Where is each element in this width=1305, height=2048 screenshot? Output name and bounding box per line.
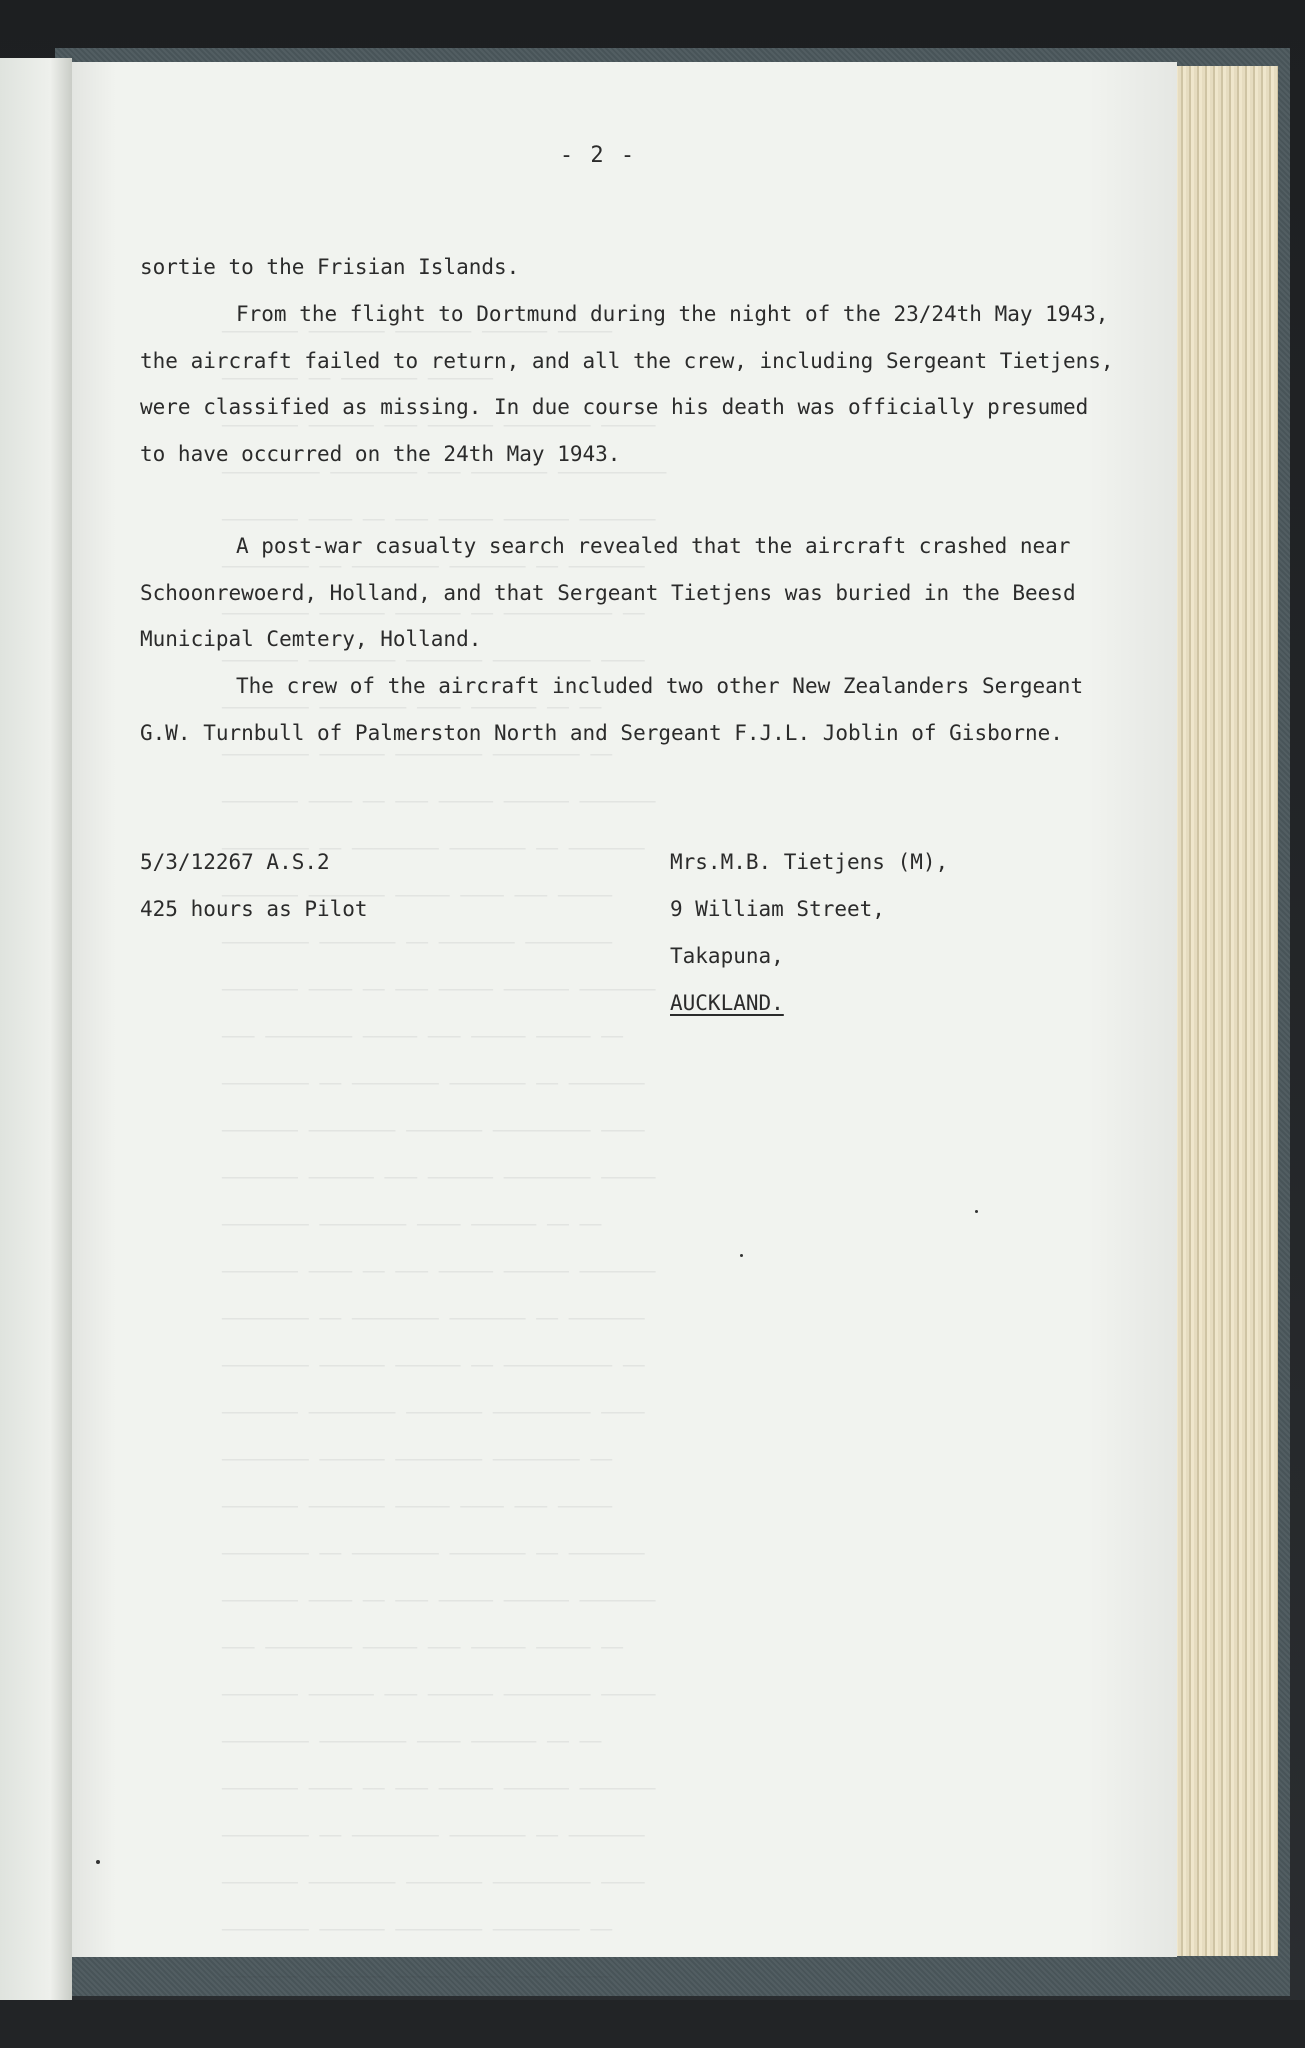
flying-hours: 425 hours as Pilot — [140, 897, 368, 921]
paragraph-3: A post-war casualty search revealed that the aircraft crashed near Schoonrewoerd, Holland, and that Sergeant Tietjens was buried in the Beesd Municipal Cemtery, Holland. — [140, 534, 1076, 651]
address-suburb: Takapuna, — [670, 944, 784, 968]
paragraph-4: The crew of the aircraft included two other New Zealanders Sergeant G.W. Turnbull of Palmerston North and Sergeant F.J.L. Joblin of Gisborne. — [140, 674, 1084, 745]
page-stack-edge — [1170, 66, 1278, 1956]
page-speck — [740, 1254, 743, 1257]
paragraph-2: From the flight to Dortmund during the night of the 23/24th May 1943, the aircraft failed to return, and all the crew, including Sergeant Tietjens, were classified as missing. In due course his death was officially presumed to have occurred on the 24th May 1943. — [140, 302, 1114, 466]
page-number: - 2 - — [559, 143, 637, 168]
address-street: 9 William Street, — [670, 897, 885, 921]
bleed-through-text: ─────── ─────── ─────── ────── ───── ─────── ── ─────── ────── ─────── ────── ─── ────── ──────── ───── ───────── ──────── ─── ─────── ────────── ─────── ──── ── ─── ───── ────── ─────── ──────── ── ──────── ─────── ── ─────── ──────── ────── ────── ── ────────── ── ─────── ──────── ─────── ───────── ──── ──────── ──────── ──── ────── ── ── ──────── ────── ──────── ──────── ── ─────── ──── ── ─── ───── ────── ─────── ──────── ── ──────── ─────── ── ─────── ─────── ─────── ───── ──── ─── ───── ──────── ─────── ── ─────── ──────── ─────── ──── ── ─── ───── ────── ─────── ─── ──────── ───── ─── ───── ───── ── ──────── ── ──────── ─────── ── ─────── ─────── ──────── ─────── ───────── ──── ─────── ────── ─── ────── ──────── ───── ──────── ──────── ──── ────── ── ── ─────── ──── ── ─── ───── ────── ─────── ──────── ── ──────── ─────── ── ─────── ──────── ────── ────── ── ────────── ── ─────── ──────── ─────── ───────── ──── ──────── ────── ──────── ──────── ── ─────── ─────── ───── ──── ─── ───── ──────── ── ──────── ─────── ── ─────── ─────── ──── ── ─── ───── ────── ─────── ─── ──────── ───── ─── ───── ───── ── ─────── ────── ─── ────── ──────── ───── ──────── ──────── ──── ────── ── ── ─────── ──── ── ─── ───── ────── ─────── ──────── ── ──────── ─────── ── ─────── ─────── ──────── ─────── ───────── ──── ──────── ────── ──────── ──────── ── ─────── ─────── ───── ──── ─── ───── — [222, 322, 667, 1988]
address-name: Mrs.M.B. Tietjens (M), — [670, 850, 949, 874]
file-reference: 5/3/12267 A.S.2 — [140, 850, 330, 874]
paragraph-1: sortie to the Frisian Islands. — [140, 255, 520, 279]
page-speck — [96, 1860, 100, 1864]
address-city: AUCKLAND. — [670, 991, 784, 1015]
page-speck — [975, 1210, 978, 1213]
facing-page-edge — [0, 58, 72, 2000]
